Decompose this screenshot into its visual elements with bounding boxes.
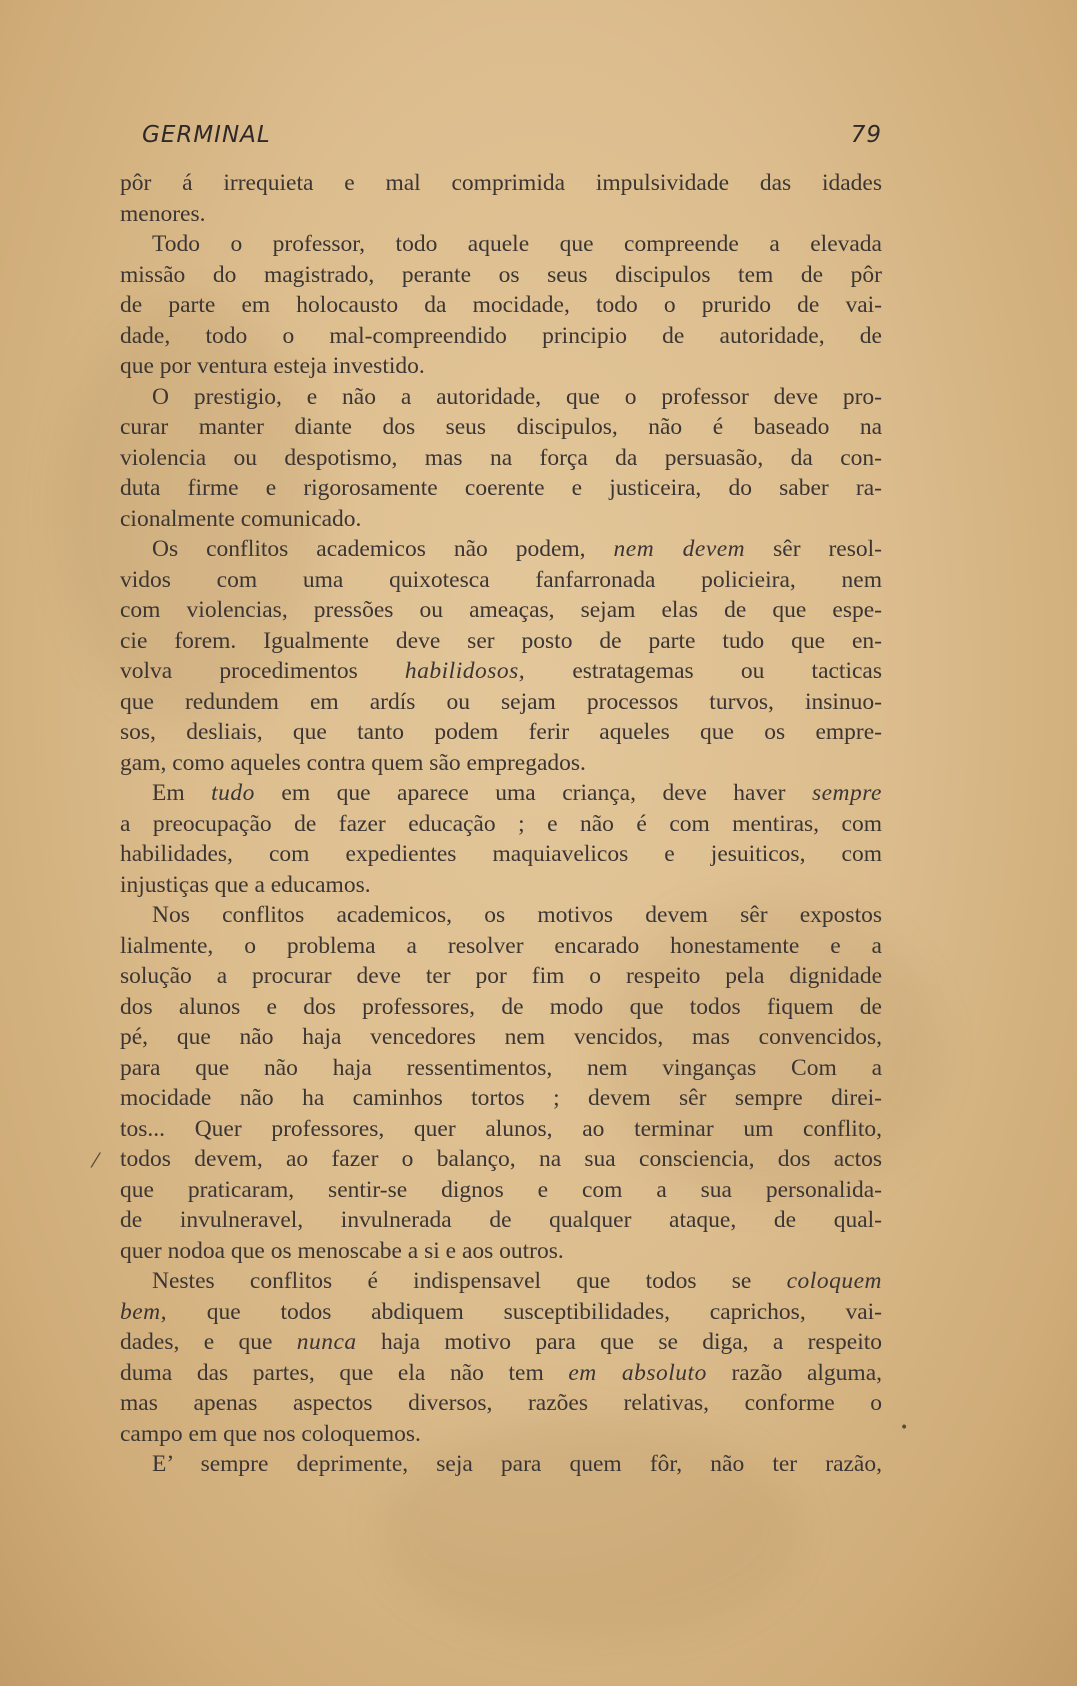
text-line: Nos conflitos academicos, os motivos devem sêr expostos: [152, 902, 882, 928]
emphasis: tudo: [211, 780, 255, 806]
text-line: Nestes conflitos é indispensavel que todos se coloquem: [152, 1268, 882, 1294]
text-line: mas apenas aspectos diversos, razões relativas, conforme o: [120, 1390, 882, 1416]
text-line: de invulneravel, invulnerada de qualquer ataque, de qual-: [120, 1207, 882, 1233]
text-line: menores.: [120, 200, 206, 227]
body-text: [120, 168, 882, 1480]
text-line: campo em que nos coloquemos.: [120, 1420, 421, 1447]
emphasis: coloquem: [786, 1268, 882, 1294]
text-line: pôr á irrequieta e mal comprimida impulsividade das idades: [120, 170, 882, 196]
text-line: duta firme e rigorosamente coerente e justiceira, do saber ra-: [120, 475, 882, 501]
text-line: a preocupação de fazer educação ; e não é com mentiras, com: [120, 810, 882, 837]
text-line: que redundem em ardís ou sejam processos turvos, insinuo-: [120, 688, 882, 715]
text-line: cie forem. Igualmente deve ser posto de parte tudo que en-: [120, 627, 882, 654]
text-line: E’ sempre deprimente, seja para quem fôr, não ter razão,: [152, 1451, 882, 1477]
text-line: O prestigio, e não a autoridade, que o professor deve pro-: [152, 383, 882, 410]
text-line: dos alunos e dos professores, de modo que todos fiquem de: [120, 993, 882, 1020]
emphasis: habilidosos,: [404, 658, 526, 684]
text-line: gam, como aqueles contra quem são empregados.: [120, 749, 586, 776]
text-line: missão do magistrado, perante os seus discipulos tem de pôr: [120, 261, 882, 288]
text-line: com violencias, pressões ou ameaças, sejam elas de que espe-: [120, 597, 882, 623]
running-title: GERMINAL: [142, 122, 271, 148]
emphasis: nunca: [296, 1329, 357, 1355]
emphasis: sempre: [811, 780, 882, 806]
text-line: Os conflitos academicos não podem, nem devem sêr resol-: [152, 536, 882, 562]
text-line: bem, que todos abdiquem susceptibilidades, caprichos, vai-: [120, 1298, 882, 1325]
text-line: cionalmente comunicado.: [120, 505, 362, 532]
text-line: lialmente, o problema a resolver encarado honestamente e a: [120, 932, 882, 959]
text-line: pé, que não haja vencedores nem vencidos, mas convencidos,: [120, 1024, 882, 1050]
text-line: tos... Quer professores, quer alunos, ao terminar um conflito,: [120, 1115, 882, 1142]
text-line: todos devem, ao fazer o balanço, na sua consciencia, dos actos: [120, 1146, 882, 1172]
text-line: Todo o professor, todo aquele que compreende a elevada: [152, 231, 882, 257]
text-line: para que não haja ressentimentos, nem vinganças Com a: [120, 1054, 882, 1081]
emphasis: nem devem: [613, 536, 746, 562]
page-number: 79: [850, 122, 882, 148]
text-line: mocidade não ha caminhos tortos ; devem sêr sempre direi-: [120, 1085, 882, 1111]
running-header: [142, 122, 882, 156]
text-line: vidos com uma quixotesca fanfarronada policieira, nem: [120, 566, 882, 593]
text-line: que por ventura esteja investido.: [120, 353, 425, 379]
text-line: solução a procurar deve ter por fim o respeito pela dignidade: [120, 963, 882, 989]
text-line: Em tudo em que aparece uma criança, deve haver sempre: [152, 780, 882, 806]
text-line: quer nodoa que os menoscabe a si e aos outros.: [120, 1237, 564, 1264]
emphasis: bem,: [120, 1298, 168, 1325]
text-line: dades, e que nunca haja motivo para que se diga, a respeito: [120, 1329, 882, 1355]
margin-mark: ⁄: [94, 1148, 98, 1172]
text-line: habilidades, com expedientes maquiavelicos e jesuiticos, com: [120, 841, 882, 867]
text-line: violencia ou despotismo, mas na força da persuasão, da con-: [120, 444, 882, 471]
margin-dot: •: [900, 1420, 909, 1436]
text-line: dade, todo o mal-compreendido principio de autoridade, de: [120, 322, 882, 349]
text-line: de parte em holocausto da mocidade, todo o prurido de vai-: [120, 292, 882, 318]
text-line: injustiças que a educamos.: [120, 871, 371, 898]
text-line: volva procedimentos habilidosos, estratagemas ou tacticas: [120, 658, 882, 684]
emphasis: em absoluto: [568, 1359, 707, 1386]
text-line: curar manter diante dos seus discipulos, não é baseado na: [120, 414, 882, 440]
text-line: duma das partes, que ela não tem em absoluto razão alguma,: [120, 1359, 882, 1386]
text-line: que praticaram, sentir-se dignos e com a sua personalida-: [120, 1176, 882, 1203]
text-line: sos, desliais, que tanto podem ferir aqueles que os empre-: [120, 719, 882, 745]
